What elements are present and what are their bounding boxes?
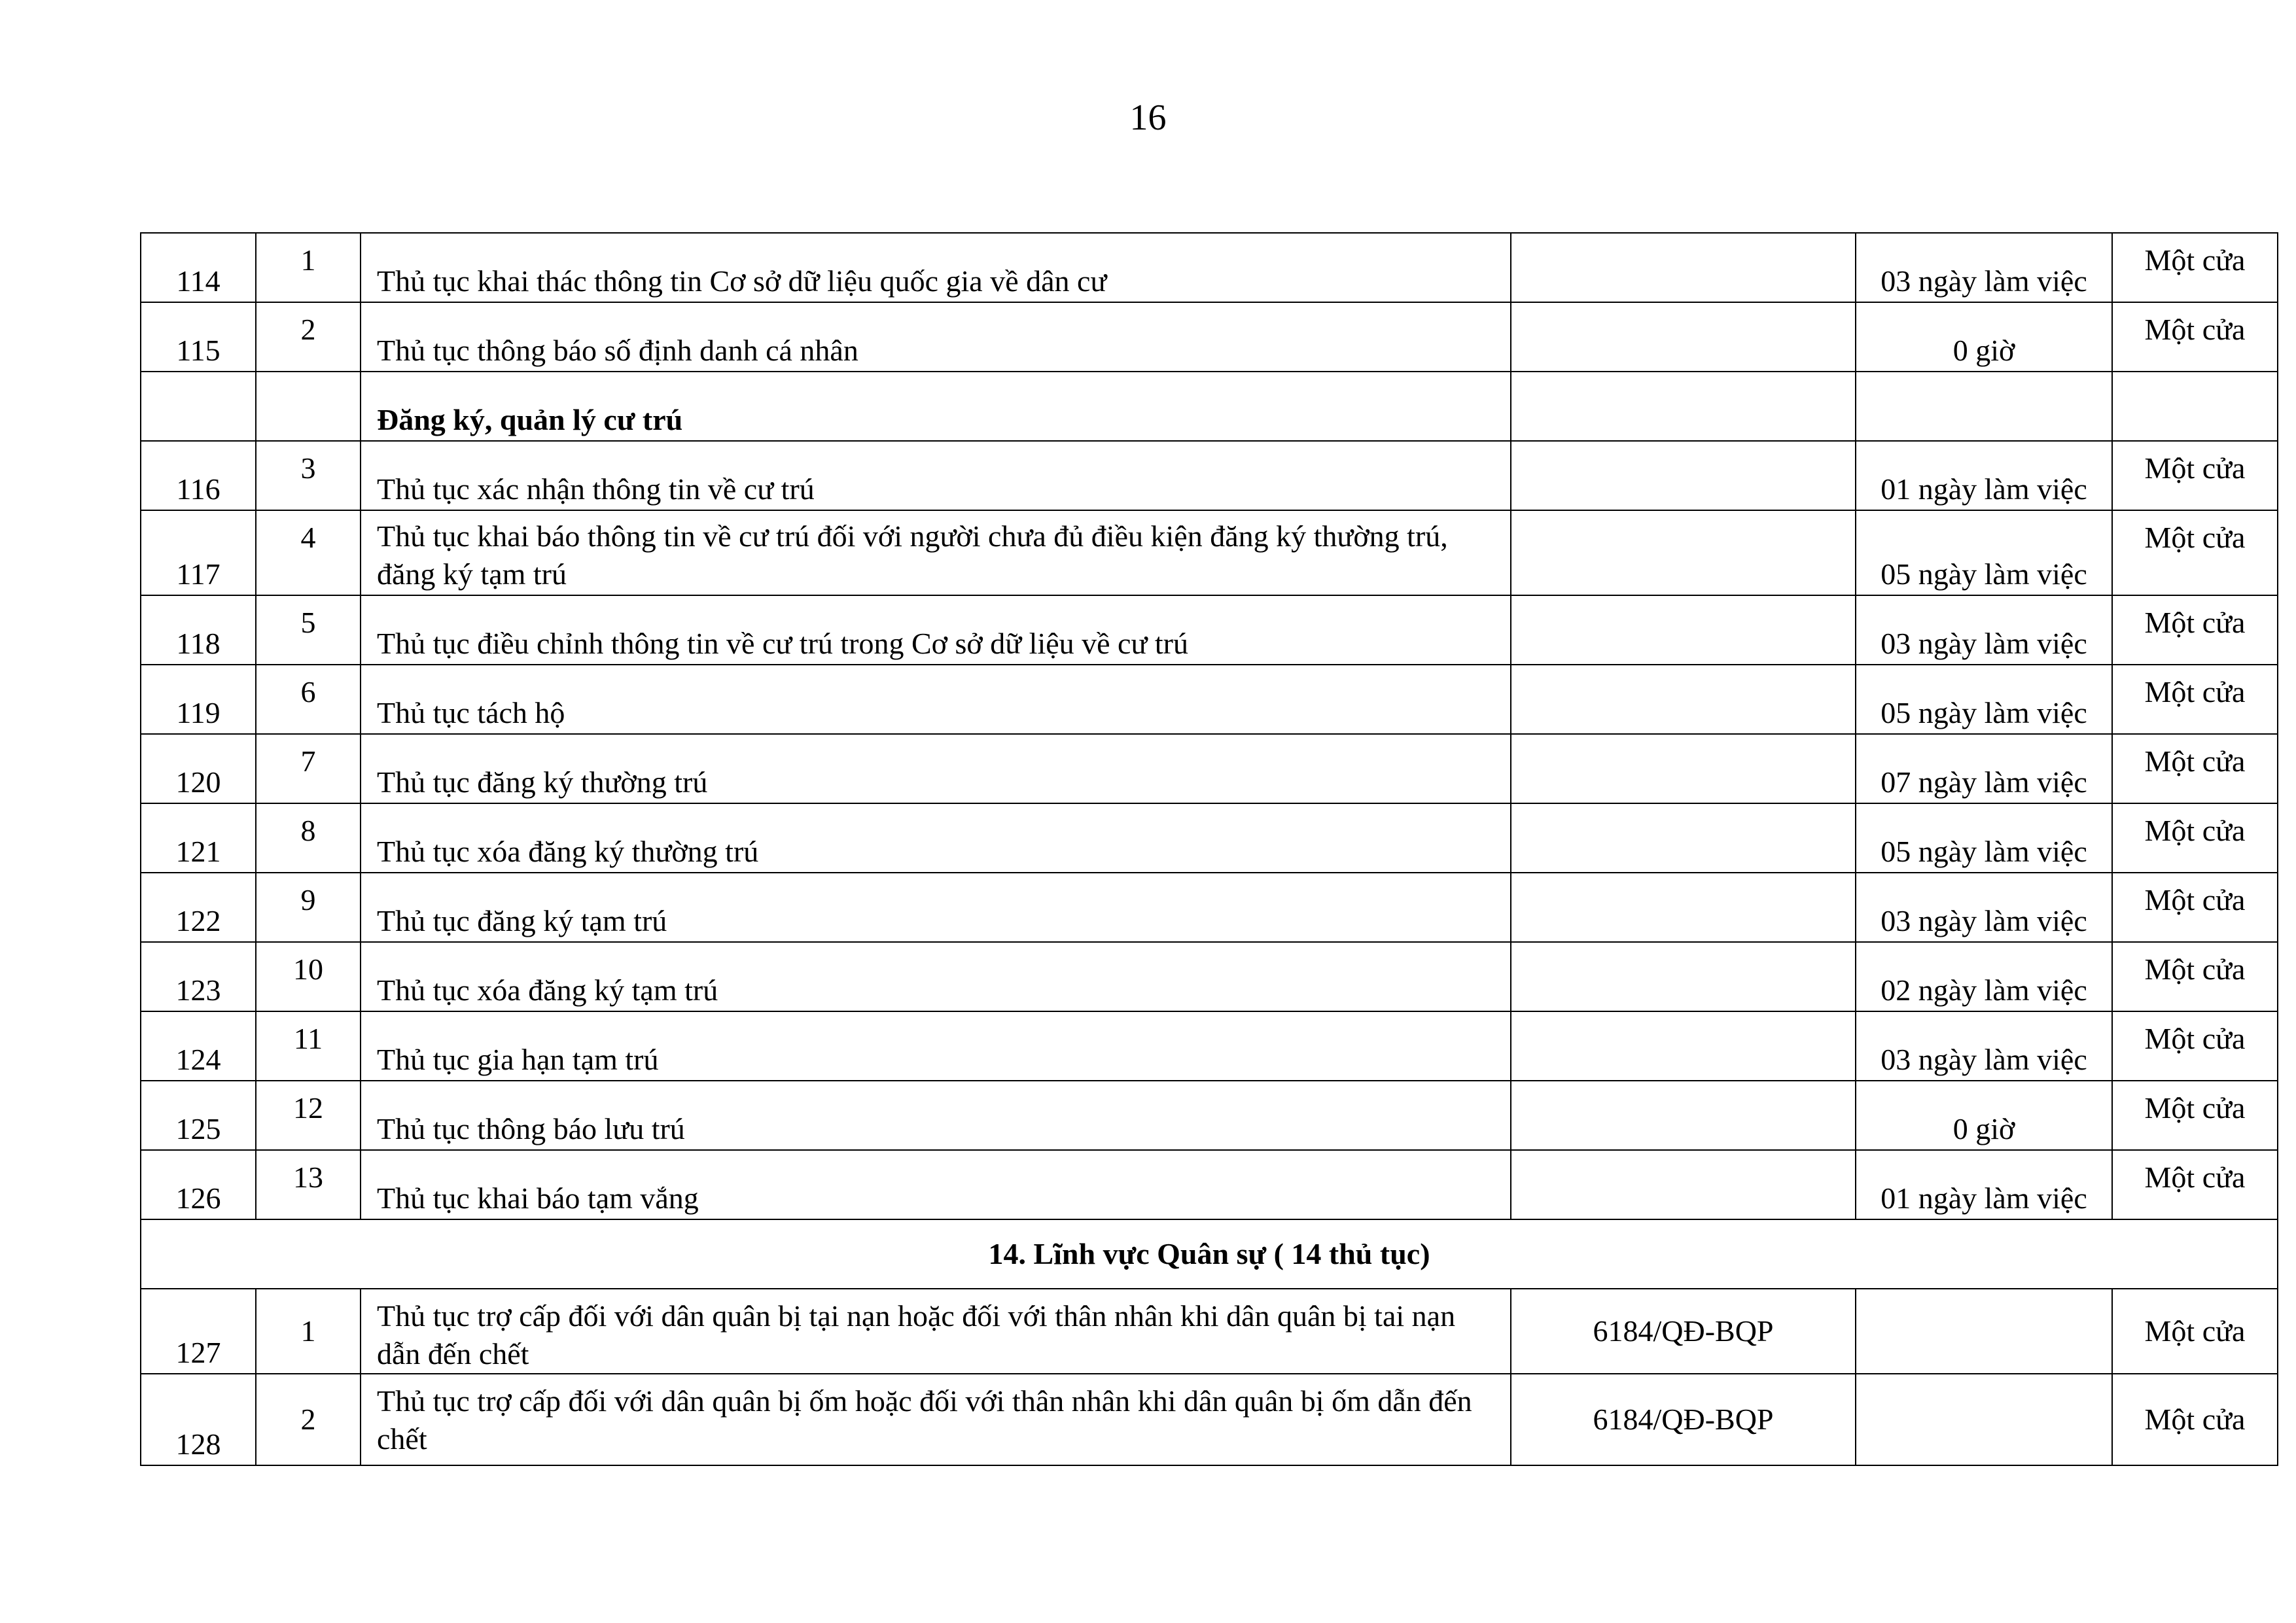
- section-number: 4: [256, 510, 361, 595]
- row-number: 126: [141, 1150, 256, 1219]
- table-row: [141, 1011, 2278, 1081]
- processing-mode: Một cửa: [2112, 942, 2278, 1011]
- section-number: 3: [256, 441, 361, 510]
- empty-cell: [256, 372, 361, 441]
- table-row: [141, 441, 2278, 510]
- processing-time: 01 ngày làm việc: [1856, 1150, 2112, 1219]
- processing-mode: Một cửa: [2112, 595, 2278, 665]
- legal-basis: [1511, 803, 1856, 873]
- processing-mode: Một cửa: [2112, 302, 2278, 372]
- procedure-name: Thủ tục xóa đăng ký thường trú: [361, 803, 1511, 873]
- section-number: 9: [256, 873, 361, 942]
- subsection-row: [141, 372, 2278, 441]
- procedure-name: Thủ tục thông báo lưu trú: [361, 1081, 1511, 1150]
- processing-time: 0 giờ: [1856, 302, 2112, 372]
- row-number: 117: [141, 510, 256, 595]
- row-number: 116: [141, 441, 256, 510]
- processing-time: 02 ngày làm việc: [1856, 942, 2112, 1011]
- legal-basis: [1511, 1150, 1856, 1219]
- section-number: 12: [256, 1081, 361, 1150]
- legal-basis: 6184/QĐ-BQP: [1511, 1289, 1856, 1374]
- procedure-name: Thủ tục trợ cấp đối với dân quân bị tại nạn hoặc đối với thân nhân khi dân quân bị tai nạn dẫn đến chết: [361, 1289, 1511, 1374]
- section-number: 8: [256, 803, 361, 873]
- table-row: [141, 510, 2278, 595]
- processing-time: 03 ngày làm việc: [1856, 233, 2112, 302]
- empty-cell: [141, 372, 256, 441]
- procedure-name: Thủ tục đăng ký tạm trú: [361, 873, 1511, 942]
- section-number: 2: [256, 1374, 361, 1465]
- processing-time: [1856, 1289, 2112, 1374]
- legal-basis: [1511, 302, 1856, 372]
- processing-time: 05 ngày làm việc: [1856, 665, 2112, 734]
- procedure-name: Thủ tục thông báo số định danh cá nhân: [361, 302, 1511, 372]
- section-number: 1: [256, 233, 361, 302]
- processing-mode: Một cửa: [2112, 1081, 2278, 1150]
- legal-basis: [1511, 1081, 1856, 1150]
- legal-basis: [1511, 942, 1856, 1011]
- row-number: 128: [141, 1374, 256, 1465]
- legal-basis: [1511, 595, 1856, 665]
- empty-cell: [1856, 372, 2112, 441]
- table-row: [141, 1374, 2278, 1465]
- processing-mode: Một cửa: [2112, 233, 2278, 302]
- processing-mode: Một cửa: [2112, 1011, 2278, 1081]
- page-number: 16: [1129, 97, 1167, 138]
- section-row: [141, 1219, 2278, 1289]
- processing-time: 07 ngày làm việc: [1856, 734, 2112, 803]
- section-number: 2: [256, 302, 361, 372]
- procedure-name: Thủ tục trợ cấp đối với dân quân bị ốm hoặc đối với thân nhân khi dân quân bị ốm dẫn đến chết: [361, 1374, 1511, 1465]
- procedure-name: Thủ tục điều chỉnh thông tin về cư trú trong Cơ sở dữ liệu về cư trú: [361, 595, 1511, 665]
- processing-time: 05 ngày làm việc: [1856, 803, 2112, 873]
- row-number: 123: [141, 942, 256, 1011]
- row-number: 121: [141, 803, 256, 873]
- table-row: [141, 1289, 2278, 1374]
- processing-mode: Một cửa: [2112, 873, 2278, 942]
- processing-mode: Một cửa: [2112, 510, 2278, 595]
- subsection-title: Đăng ký, quản lý cư trú: [361, 372, 1511, 441]
- processing-time: 01 ngày làm việc: [1856, 441, 2112, 510]
- row-number: 114: [141, 233, 256, 302]
- table-row: [141, 1081, 2278, 1150]
- row-number: 118: [141, 595, 256, 665]
- legal-basis: [1511, 1011, 1856, 1081]
- procedure-name: Thủ tục gia hạn tạm trú: [361, 1011, 1511, 1081]
- table-row: [141, 665, 2278, 734]
- table-row: [141, 302, 2278, 372]
- table-row: [141, 942, 2278, 1011]
- processing-mode: Một cửa: [2112, 1150, 2278, 1219]
- processing-time: 03 ngày làm việc: [1856, 1011, 2112, 1081]
- procedure-name: Thủ tục xóa đăng ký tạm trú: [361, 942, 1511, 1011]
- empty-cell: [1511, 372, 1856, 441]
- processing-mode: Một cửa: [2112, 1289, 2278, 1374]
- legal-basis: [1511, 233, 1856, 302]
- legal-basis: [1511, 441, 1856, 510]
- table-row: [141, 1150, 2278, 1219]
- processing-time: 0 giờ: [1856, 1081, 2112, 1150]
- processing-time: 05 ngày làm việc: [1856, 510, 2112, 595]
- section-number: 1: [256, 1289, 361, 1374]
- table-row: [141, 595, 2278, 665]
- procedure-name: Thủ tục xác nhận thông tin về cư trú: [361, 441, 1511, 510]
- procedure-name: Thủ tục khai báo thông tin về cư trú đối với người chưa đủ điều kiện đăng ký thường trú, đăng ký tạm trú: [361, 510, 1511, 595]
- section-number: 5: [256, 595, 361, 665]
- procedure-name: Thủ tục khai báo tạm vắng: [361, 1150, 1511, 1219]
- section-number: 7: [256, 734, 361, 803]
- row-number: 122: [141, 873, 256, 942]
- processing-mode: Một cửa: [2112, 734, 2278, 803]
- table-row: [141, 873, 2278, 942]
- row-number: 120: [141, 734, 256, 803]
- processing-time: [1856, 1374, 2112, 1465]
- section-number: 13: [256, 1150, 361, 1219]
- processing-mode: Một cửa: [2112, 665, 2278, 734]
- table-row: [141, 803, 2278, 873]
- section-number: 11: [256, 1011, 361, 1081]
- table-row: [141, 233, 2278, 302]
- procedure-name: Thủ tục đăng ký thường trú: [361, 734, 1511, 803]
- procedure-name: Thủ tục khai thác thông tin Cơ sở dữ liệu quốc gia về dân cư: [361, 233, 1511, 302]
- procedures-table: [140, 232, 2278, 1466]
- row-number: 115: [141, 302, 256, 372]
- legal-basis: [1511, 873, 1856, 942]
- legal-basis: [1511, 734, 1856, 803]
- legal-basis: [1511, 510, 1856, 595]
- table-row: [141, 734, 2278, 803]
- legal-basis: 6184/QĐ-BQP: [1511, 1374, 1856, 1465]
- empty-cell: [2112, 372, 2278, 441]
- section-title: 14. Lĩnh vực Quân sự ( 14 thủ tục): [141, 1219, 2278, 1289]
- legal-basis: [1511, 665, 1856, 734]
- row-number: 119: [141, 665, 256, 734]
- section-number: 6: [256, 665, 361, 734]
- row-number: 124: [141, 1011, 256, 1081]
- processing-time: 03 ngày làm việc: [1856, 595, 2112, 665]
- processing-mode: Một cửa: [2112, 1374, 2278, 1465]
- processing-time: 03 ngày làm việc: [1856, 873, 2112, 942]
- row-number: 125: [141, 1081, 256, 1150]
- processing-mode: Một cửa: [2112, 803, 2278, 873]
- row-number: 127: [141, 1289, 256, 1374]
- processing-mode: Một cửa: [2112, 441, 2278, 510]
- procedure-name: Thủ tục tách hộ: [361, 665, 1511, 734]
- section-number: 10: [256, 942, 361, 1011]
